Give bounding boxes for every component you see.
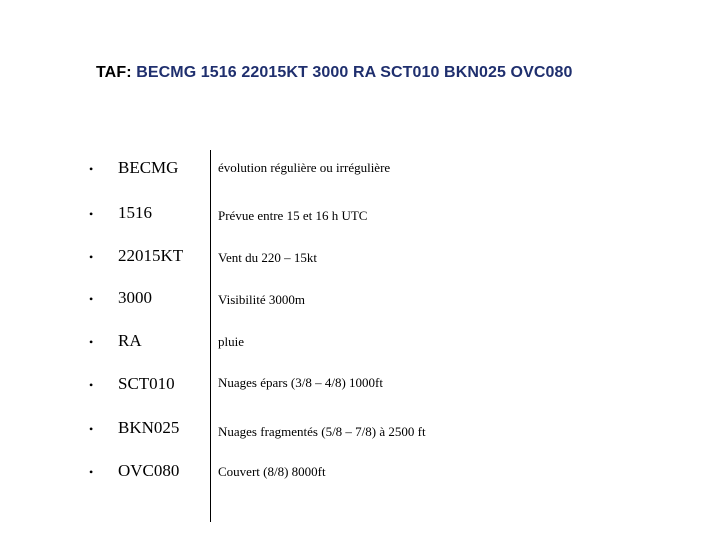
code-description: Nuages fragmentés (5/8 – 7/8) à 2500 ft [218, 424, 426, 439]
code-term: OVC080 [118, 461, 180, 480]
code-term: 1516 [118, 203, 152, 222]
list-item [0, 331, 720, 361]
code-term: 3000 [118, 288, 152, 307]
code-term: RA [118, 331, 142, 350]
code-description: Nuages épars (3/8 – 4/8) 1000ft [218, 375, 383, 390]
list-item [0, 374, 720, 404]
bullet: • [89, 422, 94, 436]
code-description: Visibilité 3000m [218, 292, 305, 307]
code-term: SCT010 [118, 374, 175, 393]
bullet: • [89, 250, 94, 264]
code-description: Couvert (8/8) 8000ft [218, 464, 326, 479]
list-item [0, 158, 720, 188]
bullet: • [89, 162, 94, 176]
code-term: 22015KT [118, 246, 184, 265]
slide-title [96, 64, 573, 82]
bullet: • [89, 292, 94, 306]
code-description: Vent du 220 – 15kt [218, 250, 317, 265]
bullet: • [89, 335, 94, 349]
title-code: BECMG 1516 22015KT 3000 RA SCT010 BKN025 OVC080 [136, 64, 573, 81]
list-item [0, 418, 720, 448]
code-description: Prévue entre 15 et 16 h UTC [218, 208, 368, 223]
code-term: BKN025 [118, 418, 180, 437]
list-item [0, 246, 720, 276]
list-item [0, 288, 720, 318]
code-description: pluie [218, 334, 244, 349]
bullet: • [89, 378, 94, 392]
bullet: • [89, 207, 94, 221]
title-label: TAF: [96, 64, 132, 81]
list-item [0, 203, 720, 233]
bullet: • [89, 465, 94, 479]
code-term: BECMG [118, 158, 179, 177]
code-description: évolution régulière ou irrégulière [218, 160, 391, 175]
list-item [0, 461, 720, 491]
